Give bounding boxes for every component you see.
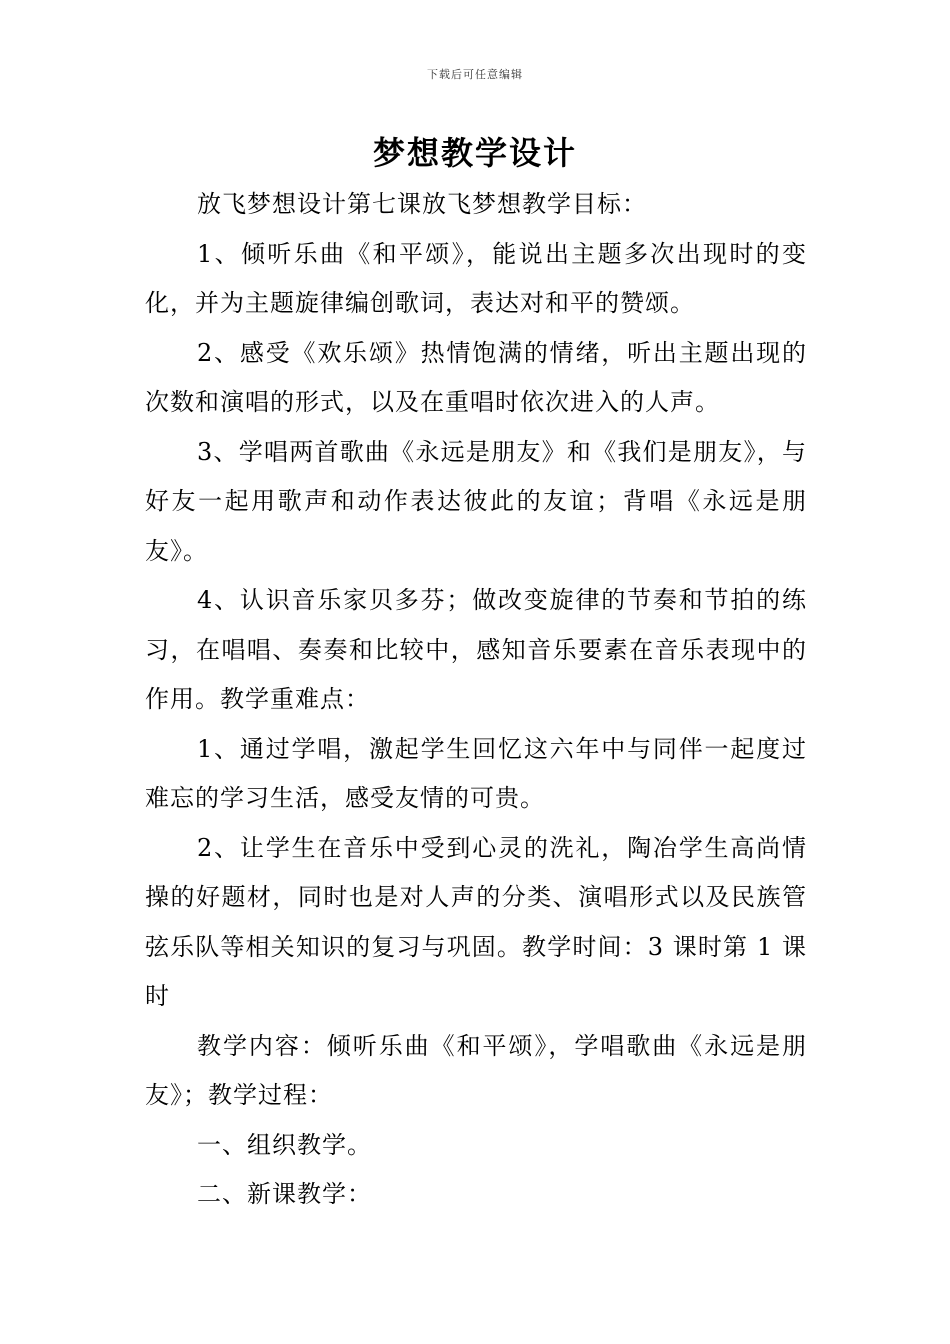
paragraph-intro: 放飞梦想设计第七课放飞梦想教学目标： [197,190,647,218]
page-header-note: 下载后可任意编辑 [427,68,523,81]
paragraph-goal-3: 3、学唱两首歌曲《永远是朋友》和《我们是朋友》，与好友一起用歌声和动作表达彼此的友谊；背唱《永远是朋友》。 [145,437,807,565]
paragraph-step-1: 一、组织教学。 [197,1130,372,1159]
paragraph-goal-1: 1、倾听乐曲《和平颂》，能说出主题多次出现时的变化，并为主题旋律编创歌词，表达对和平的赞颂。 [145,239,807,317]
paragraph-content: 教学内容：倾听乐曲《和平颂》，学唱歌曲《永远是朋友》；教学过程： [145,1031,807,1109]
paragraph-keypoint-1: 1、通过学唱，激起学生回忆这六年中与同伴一起度过难忘的学习生活，感受友情的可贵。 [145,734,807,812]
paragraph-keypoint-2: 2、让学生在音乐中受到心灵的洗礼，陶冶学生高尚情操的好题材，同时也是对人声的分类、演唱形式以及民族管弦乐队等相关知识的复习与巩固。教学时间：3 课时第 1 课时 [145,833,807,1010]
paragraph-step-2: 二、新课教学： [197,1180,372,1208]
document-body [145,180,807,1220]
paragraph-goal-4: 4、认识音乐家贝多芬；做改变旋律的节奏和节拍的练习，在唱唱、奏奏和比较中，感知音乐要素在音乐表现中的作用。教学重难点： [145,586,807,713]
document-title: 梦想教学设计 [372,134,577,172]
paragraph-goal-2: 2、感受《欢乐颂》热情饱满的情绪，听出主题出现的次数和演唱的形式，以及在重唱时依次进入的人声。 [145,338,807,416]
